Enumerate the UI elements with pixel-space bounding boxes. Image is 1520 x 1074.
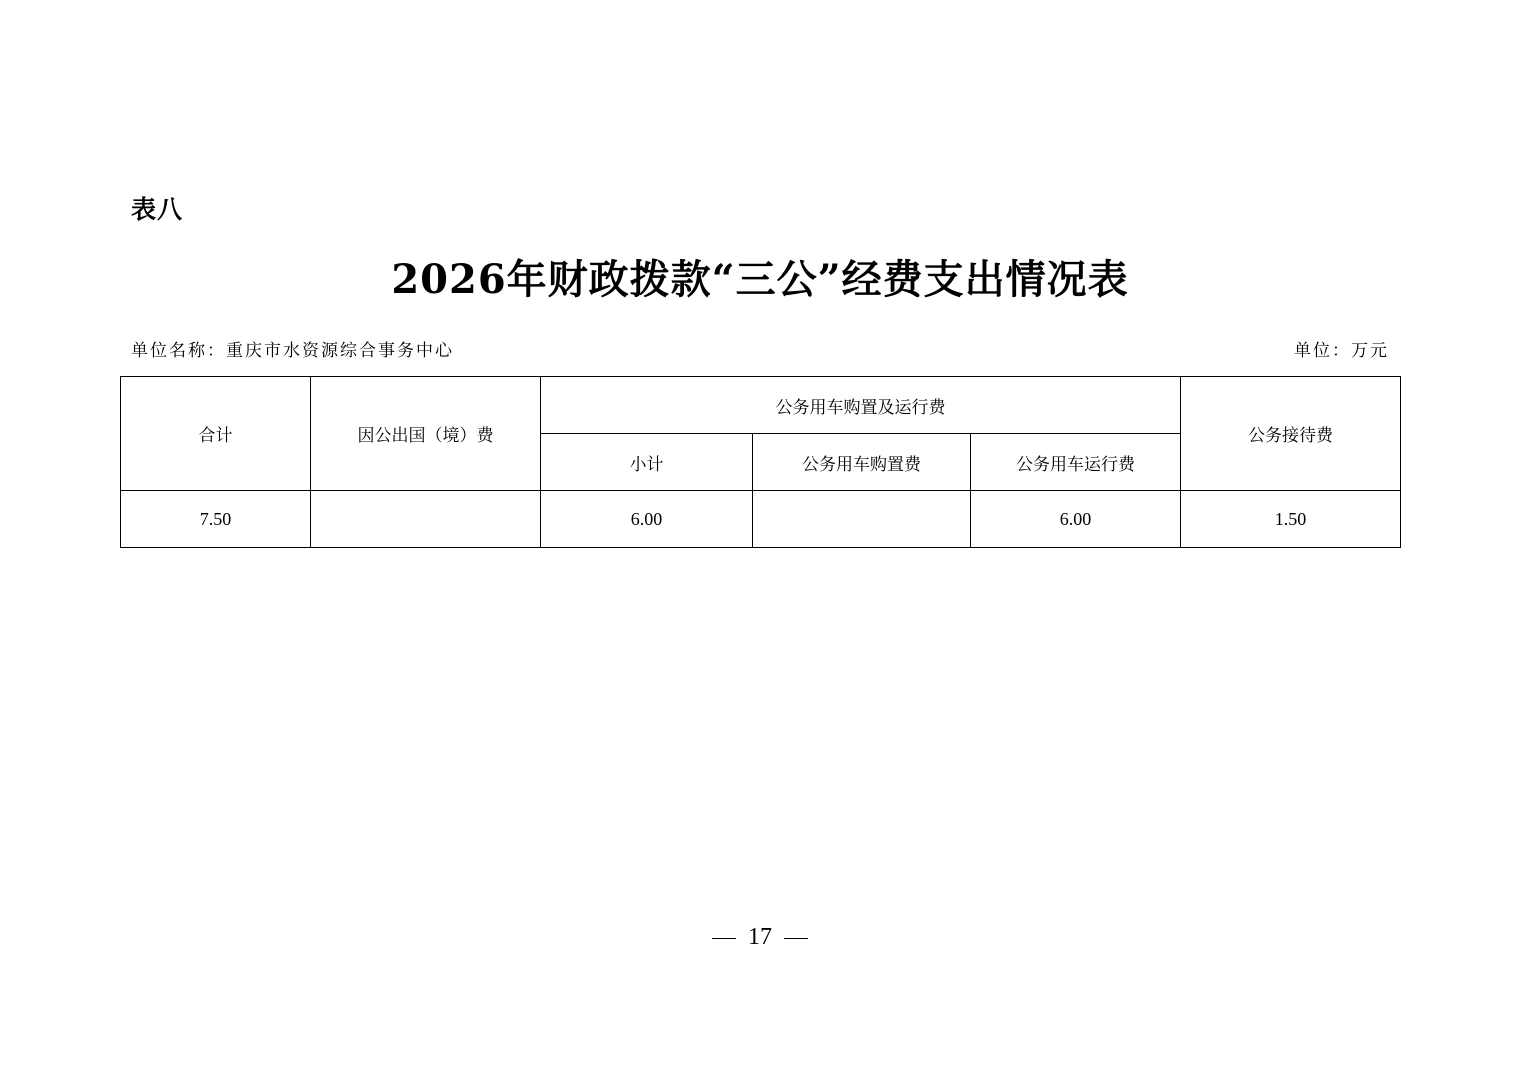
cell-vehicle-purchase: [753, 491, 971, 548]
cell-overseas: [311, 491, 541, 548]
header-vehicle-subtotal: 小计: [541, 434, 753, 491]
header-vehicle-group: 公务用车购置及运行费: [541, 377, 1181, 434]
header-total: 合计: [121, 377, 311, 491]
unit-label: 单位：万元: [1294, 341, 1389, 361]
cell-vehicle-subtotal: 6.00: [541, 491, 753, 548]
expense-table: [120, 376, 1401, 548]
table-label: 表八: [131, 195, 184, 224]
table-header-row: [121, 377, 1401, 434]
header-vehicle-purchase: 公务用车购置费: [753, 434, 971, 491]
page-footer: [0, 924, 1520, 951]
cell-total: 7.50: [121, 491, 311, 548]
table-row: [121, 491, 1401, 548]
cell-vehicle-operation: 6.00: [971, 491, 1181, 548]
page-number: 17: [748, 924, 772, 950]
dash-right: [784, 938, 808, 939]
header-reception: 公务接待费: [1181, 377, 1401, 491]
cell-reception: 1.50: [1181, 491, 1401, 548]
header-overseas: 因公出国（境）费: [311, 377, 541, 491]
header-vehicle-operation: 公务用车运行费: [971, 434, 1181, 491]
page-title: 2026年财政拨款“三公”经费支出情况表: [391, 256, 1129, 303]
dash-left: [712, 938, 736, 939]
unit-name-label: 单位名称：重庆市水资源综合事务中心: [131, 341, 454, 361]
